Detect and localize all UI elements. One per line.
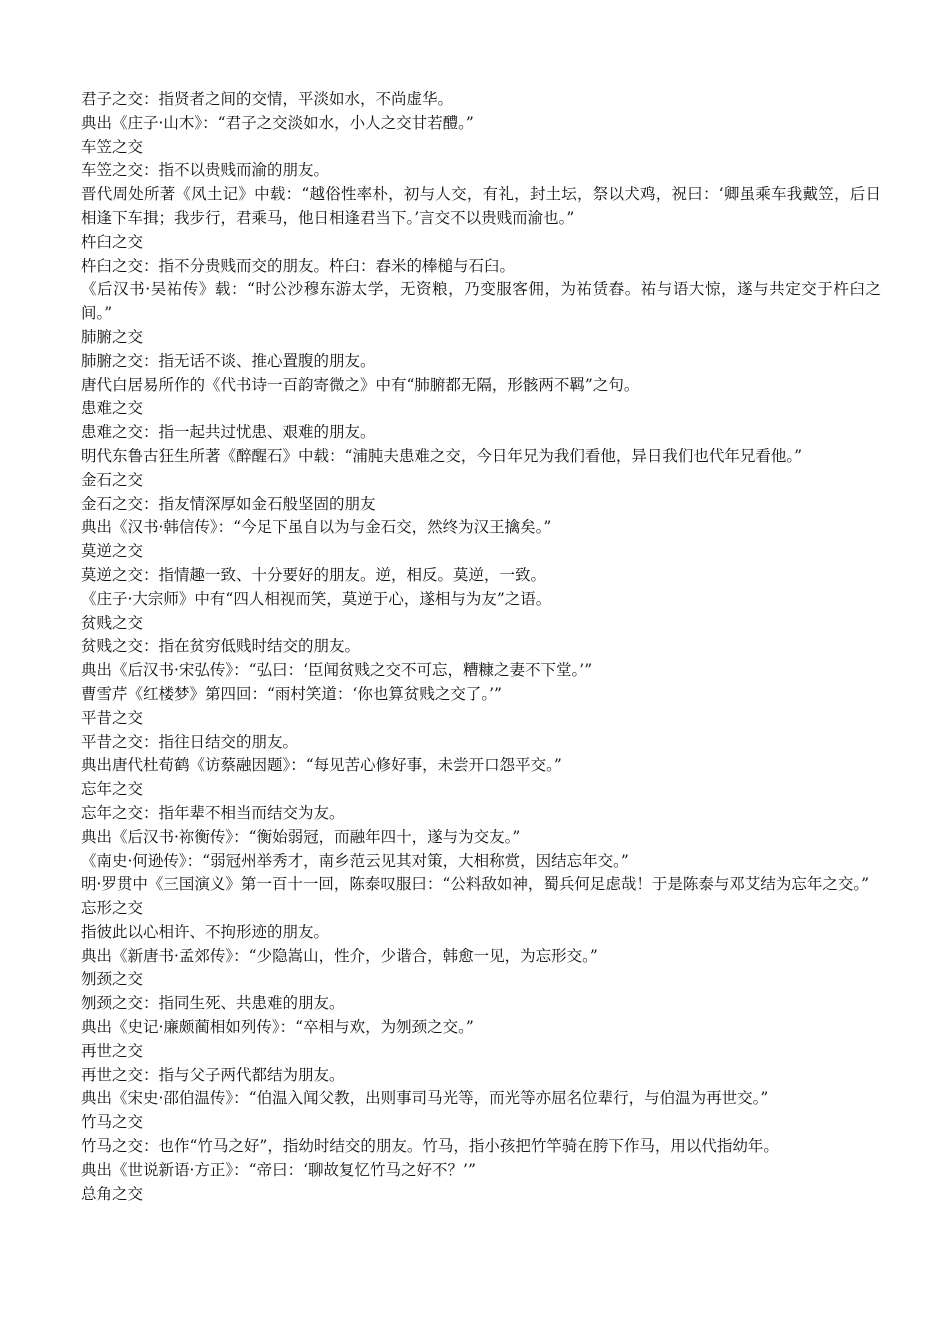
text-line: 肺腑之交：指无话不谈、推心置腹的朋友。 xyxy=(81,351,376,370)
text-line: 典出《汉书·韩信传》：“今足下虽自以为与金石交，然终为汉王擒矣。” xyxy=(81,518,552,537)
section-heading: 患难之交 xyxy=(81,399,144,418)
section-heading: 莫逆之交 xyxy=(81,542,144,561)
text-line: 贫贱之交：指在贫穷低贱时结交的朋友。 xyxy=(81,637,361,656)
text-line: 《庄子·大宗师》中有“四人相视而笑，莫逆于心，遂相与为友”之语。 xyxy=(81,589,552,608)
text-line: 典出《宋史·邵伯温传》：“伯温入闻父教，出则事司马光等，而光等亦屈名位辈行，与伯温为再世交。” xyxy=(81,1089,769,1108)
section-heading: 忘形之交 xyxy=(81,899,144,918)
text-line: 典出《世说新语·方正》：“帝曰：‘聊故复忆竹马之好不？’” xyxy=(81,1160,476,1179)
text-line: 平昔之交：指往日结交的朋友。 xyxy=(81,732,299,751)
text-line: 忘年之交：指年辈不相当而结交为友。 xyxy=(81,803,345,822)
text-line: 竹马之交：也作“竹马之好”，指幼时结交的朋友。竹马，指小孩把竹竿骑在胯下作马，用以代指幼年。 xyxy=(81,1137,779,1156)
document-body xyxy=(81,88,881,1206)
text-line: 再世之交：指与父子两代都结为朋友。 xyxy=(81,1065,345,1084)
text-line: 典出《后汉书·祢衡传》：“衡始弱冠，而融年四十，遂与为交友。” xyxy=(81,827,521,846)
section-heading: 竹马之交 xyxy=(81,1113,144,1132)
text-line: 指彼此以心相许、不拘形迹的朋友。 xyxy=(81,922,330,941)
text-line: 车笠之交：指不以贵贱而渝的朋友。 xyxy=(81,161,330,180)
text-line: 唐代白居易所作的《代书诗一百韵寄微之》中有“肺腑都无隔，形骸两不羁”之句。 xyxy=(81,375,640,394)
section-heading: 总角之交 xyxy=(81,1184,144,1203)
text-line: 典出《后汉书·宋弘传》：“弘曰：‘臣闻贫贱之交不可忘，糟糠之妻不下堂。’” xyxy=(81,661,593,680)
section-heading: 车笠之交 xyxy=(81,137,144,156)
section-heading: 金石之交 xyxy=(81,470,144,489)
text-line: 杵臼之交：指不分贵贱而交的朋友。杵臼：舂米的棒槌与石臼。 xyxy=(81,256,516,275)
section-heading: 再世之交 xyxy=(81,1041,144,1060)
text-line: 典出《新唐书·孟郊传》：“少隐嵩山，性介，少谐合，韩愈一见，为忘形交。” xyxy=(81,946,598,965)
section-heading: 肺腑之交 xyxy=(81,327,144,346)
text-line: 曹雪芹《红楼梦》第四回：“雨村笑道：‘你也算贫贱之交了。’” xyxy=(81,684,502,703)
section-heading: 杵臼之交 xyxy=(81,232,144,251)
text-line: 莫逆之交：指情趣一致、十分要好的朋友。逆，相反。莫逆，一致。 xyxy=(81,565,547,584)
text-line: 典出《史记·廉颇蔺相如列传》：“卒相与欢，为刎颈之交。” xyxy=(81,1018,474,1037)
text-line: 明·罗贯中《三国演义》第一百十一回，陈泰叹服曰：“公料敌如神，蜀兵何足虑哉！于是陈泰与邓艾结为忘年之交。” xyxy=(81,875,870,894)
text-line: 《南史·何逊传》：“弱冠州举秀才，南乡范云见其对策，大相称赏，因结忘年交。” xyxy=(81,851,629,870)
section-heading: 刎颈之交 xyxy=(81,970,144,989)
text-line: 《后汉书·吴祐传》载：“时公沙穆东游太学，无资粮，乃变服客佣，为祐赁舂。祐与语大惊，遂与共定交于杵臼之间。” xyxy=(81,280,881,323)
text-line: 明代东鲁古狂生所著《醉醒石》中载：“浦肫夫患难之交，今日年兄为我们看他，异日我们也代年兄看他。” xyxy=(81,446,803,465)
text-line: 患难之交：指一起共过忧患、艰难的朋友。 xyxy=(81,423,376,442)
text-line: 君子之交：指贤者之间的交情，平淡如水，不尚虚华。 xyxy=(81,90,454,108)
text-line: 刎颈之交：指同生死、共患难的朋友。 xyxy=(81,994,345,1013)
text-line: 典出《庄子·山木》：“君子之交淡如水，小人之交甘若醴。” xyxy=(81,113,474,132)
section-heading: 平昔之交 xyxy=(81,708,144,727)
section-heading: 忘年之交 xyxy=(81,780,144,799)
text-line: 晋代周处所著《风土记》中载：“越俗性率朴，初与人交，有礼，封土坛，祭以犬鸡，祝曰：‘卿虽乘车我戴笠，后日相逢下车揖；我步行，君乘马，他日相逢君当下。’言交不以贵贱而渝也。” xyxy=(81,185,881,227)
section-heading: 贫贱之交 xyxy=(81,613,144,632)
text-line: 金石之交：指友情深厚如金石般坚固的朋友 xyxy=(81,494,376,513)
text-line: 典出唐代杜荀鹤《访蔡融因题》：“每见苦心修好事，未尝开口怨平交。” xyxy=(81,756,562,775)
